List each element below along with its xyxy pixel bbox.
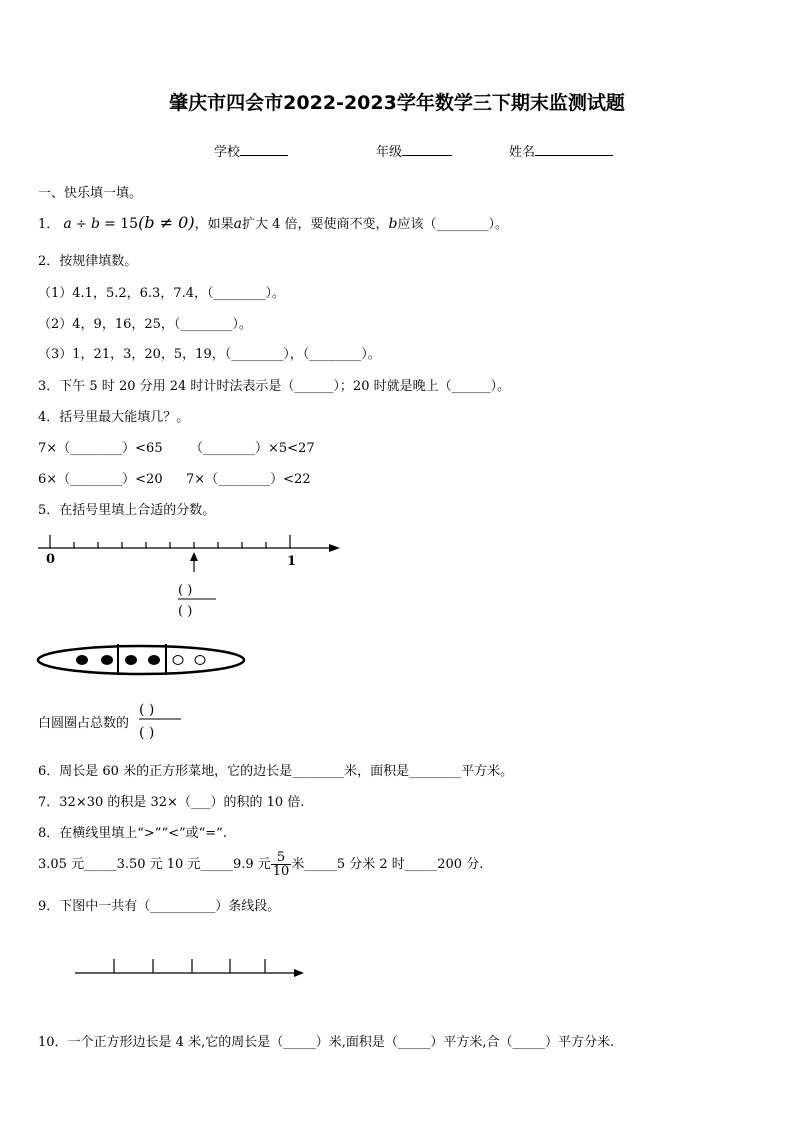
q8-fraction-denominator: 10 [272, 864, 290, 879]
q1-var-a: a [63, 216, 72, 232]
q1-condition: (b ≠ 0) [138, 213, 195, 232]
black-circle [125, 655, 137, 665]
segment-ticks [114, 959, 265, 973]
question-2-part1: （1）4.1，5.2，6.3，7.4，（________）。 [38, 286, 285, 301]
school-label: 学校 [214, 145, 241, 160]
oval-outline [38, 646, 244, 674]
q1-divide: ÷ [75, 217, 87, 232]
question-10: 10．一个正方形边长是 4 米,它的周长是（_____）米,面积是（_____）平方米,合（_____）平方分米. [38, 1035, 615, 1050]
black-circle [101, 655, 113, 665]
grade-label: 年级 [376, 145, 403, 160]
circle-fraction-denominator[interactable]: ( ) [139, 725, 155, 741]
q8-fraction-numerator: 5 [271, 851, 292, 865]
name-label: 姓名 [509, 145, 536, 160]
q1-text3: 应该（________）。 [397, 217, 508, 232]
pointer-arrow-icon [190, 552, 198, 561]
q1-var-b: b [90, 216, 100, 232]
white-circle [195, 656, 205, 665]
school-blank[interactable] [240, 143, 288, 156]
q8-fraction [271, 851, 292, 878]
question-8-stem: 8．在横线里填上“>”“<”或“=”. [38, 826, 227, 841]
page-title: 肇庆市四会市2022-2023学年数学三下期末监测试题 [169, 92, 625, 114]
question-1 [38, 213, 508, 232]
circle-fraction [135, 697, 185, 743]
white-circle [173, 656, 183, 665]
number-line-arrow [329, 544, 340, 552]
question-2-part2: （2）4，9，16，25，（________）。 [38, 317, 252, 332]
number-line-figure [30, 528, 350, 623]
black-circle [148, 655, 160, 665]
q1-text2: 扩大 4 倍，要使商不变， [241, 217, 389, 232]
question-2-part3: （3）1，21，3，20，5，19，（________），（________）。 [38, 347, 381, 362]
circle-question-label: 白圆圈占总数的 [38, 716, 130, 731]
fraction-denominator-blank[interactable]: ( ) [178, 604, 193, 619]
grade-blank[interactable] [402, 143, 452, 156]
question-5-stem: 5．在括号里填上合适的分数。 [38, 503, 216, 518]
tick-label-1: 1 [287, 554, 297, 569]
q8-part2: 米_____5 分米 2 时_____200 分. [291, 857, 484, 872]
question-4-stem: 4．括号里最大能填几？。 [38, 410, 190, 425]
question-9: 9．下图中一共有（__________）条线段。 [38, 899, 281, 914]
q1-number: 1． [38, 217, 60, 232]
circle-oval-figure [36, 641, 248, 679]
name-field [509, 141, 613, 160]
question-4-a: 7×（________）<65 [38, 441, 163, 456]
section-heading: 一、快乐填一填。 [38, 186, 143, 201]
question-6: 6．周长是 60 米的正方形菜地，它的边长是________米，面积是________平方米。 [38, 764, 514, 779]
grade-field [376, 141, 452, 160]
fraction-numerator-blank[interactable]: ( ) [178, 583, 193, 598]
question-7: 7．32×30 的积是 32×（___）的积的 10 倍. [38, 795, 305, 810]
q1-var-b2: b [388, 216, 398, 232]
question-4-b: （________）×5<27 [190, 441, 315, 456]
q8-part1: 3.05 元_____3.50 元 10 元_____9.9 元 [38, 857, 271, 872]
q1-var-a2: a [233, 216, 242, 232]
question-4-d: 7×（________）<22 [186, 472, 311, 487]
number-line-ticks [50, 535, 290, 548]
question-8-items [38, 850, 483, 880]
question-4-c: 6×（________）<20 [38, 472, 163, 487]
q1-equals: = 15 [104, 216, 139, 232]
school-field [214, 141, 288, 160]
line-segment-figure [70, 955, 310, 981]
name-blank[interactable] [535, 143, 613, 156]
q1-text1: ，如果 [194, 217, 234, 232]
segment-arrow-icon [294, 969, 304, 977]
black-circle [76, 655, 88, 665]
question-2-stem: 2．按规律填数。 [38, 254, 138, 269]
circle-fraction-numerator[interactable]: ( ) [139, 702, 155, 718]
question-3: 3．下午 5 时 20 分用 24 时计时法表示是（______）；20 时就是晚上（______）。 [38, 379, 511, 394]
tick-label-0: 0 [46, 552, 56, 567]
